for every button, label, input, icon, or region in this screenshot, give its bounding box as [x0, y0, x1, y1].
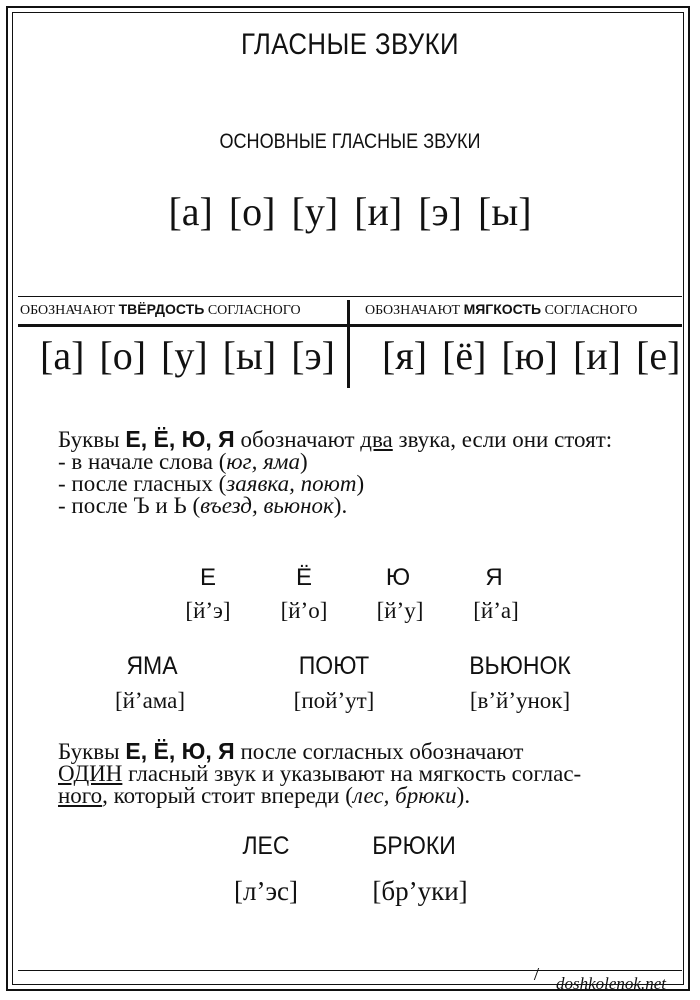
example-word-yama: ЯМА [126, 652, 178, 680]
letter-yu: Ю [385, 564, 411, 591]
soft-sounds: [я] [ё] [ю] [и] [е] [382, 333, 681, 378]
main-vowel-sounds: [а] [о] [у] [и] [э] [ы] [168, 189, 532, 234]
example-transcription-vyunok: [в’й’унок] [469, 688, 571, 713]
example-word-vyunok: ВЬЮНОК [469, 652, 571, 680]
hard-header: ОБОЗНАЧАЮТ ТВЁРДОСТЬ СОГЛАСНОГО [20, 301, 301, 318]
transcription-e: [й’э] [185, 598, 231, 623]
paragraph-one-sound: Буквы Е, Ё, Ю, Я после согласных обозначают ОДИН гласный звук и указывают на мягкость соглас- ного, который стоит впереди (лес, брюки). [58, 738, 582, 808]
divider-top [18, 296, 682, 297]
paragraph-two-sounds: Буквы Е, Ё, Ю, Я обозначают два звука, если они стоят: - в начале слова (юг, яма) - после гласных (заявка, поют) - после Ъ и Ь (въезд, вьюнок). [58, 426, 613, 518]
example-transcription-yama: [й’ама] [114, 688, 186, 713]
soft-header: ОБОЗНАЧАЮТ МЯГКОСТЬ СОГЛАСНОГО [365, 301, 638, 318]
example-word-bryuki: БРЮКИ [372, 832, 456, 860]
example-word-poyut: ПОЮТ [298, 652, 370, 680]
column-divider [347, 300, 350, 388]
example-word-les: ЛЕС [242, 832, 290, 860]
example-transcription-les: [л’эс] [233, 876, 299, 906]
hard-sounds: [а] [о] [у] [ы] [э] [40, 333, 335, 378]
example-transcription-poyut: [пой’ут] [293, 688, 375, 713]
subtitle: ОСНОВНЫЕ ГЛАСНЫЕ ЗВУКИ [219, 130, 481, 153]
letter-e: Е [199, 564, 216, 591]
letter-yo: Ё [295, 564, 313, 591]
divider-header [18, 324, 682, 327]
example-transcription-bryuki: [бр’уки] [372, 876, 468, 906]
transcription-ya: [й’а] [473, 598, 519, 623]
transcription-yo: [й’о] [280, 598, 328, 623]
footer-site-name: doshkolenok.net [556, 974, 666, 993]
footer-divider [18, 970, 682, 971]
letter-ya: Я [485, 564, 503, 591]
transcription-yu: [й’у] [376, 598, 424, 623]
page-title: ГЛАСНЫЕ ЗВУКИ [240, 28, 460, 61]
